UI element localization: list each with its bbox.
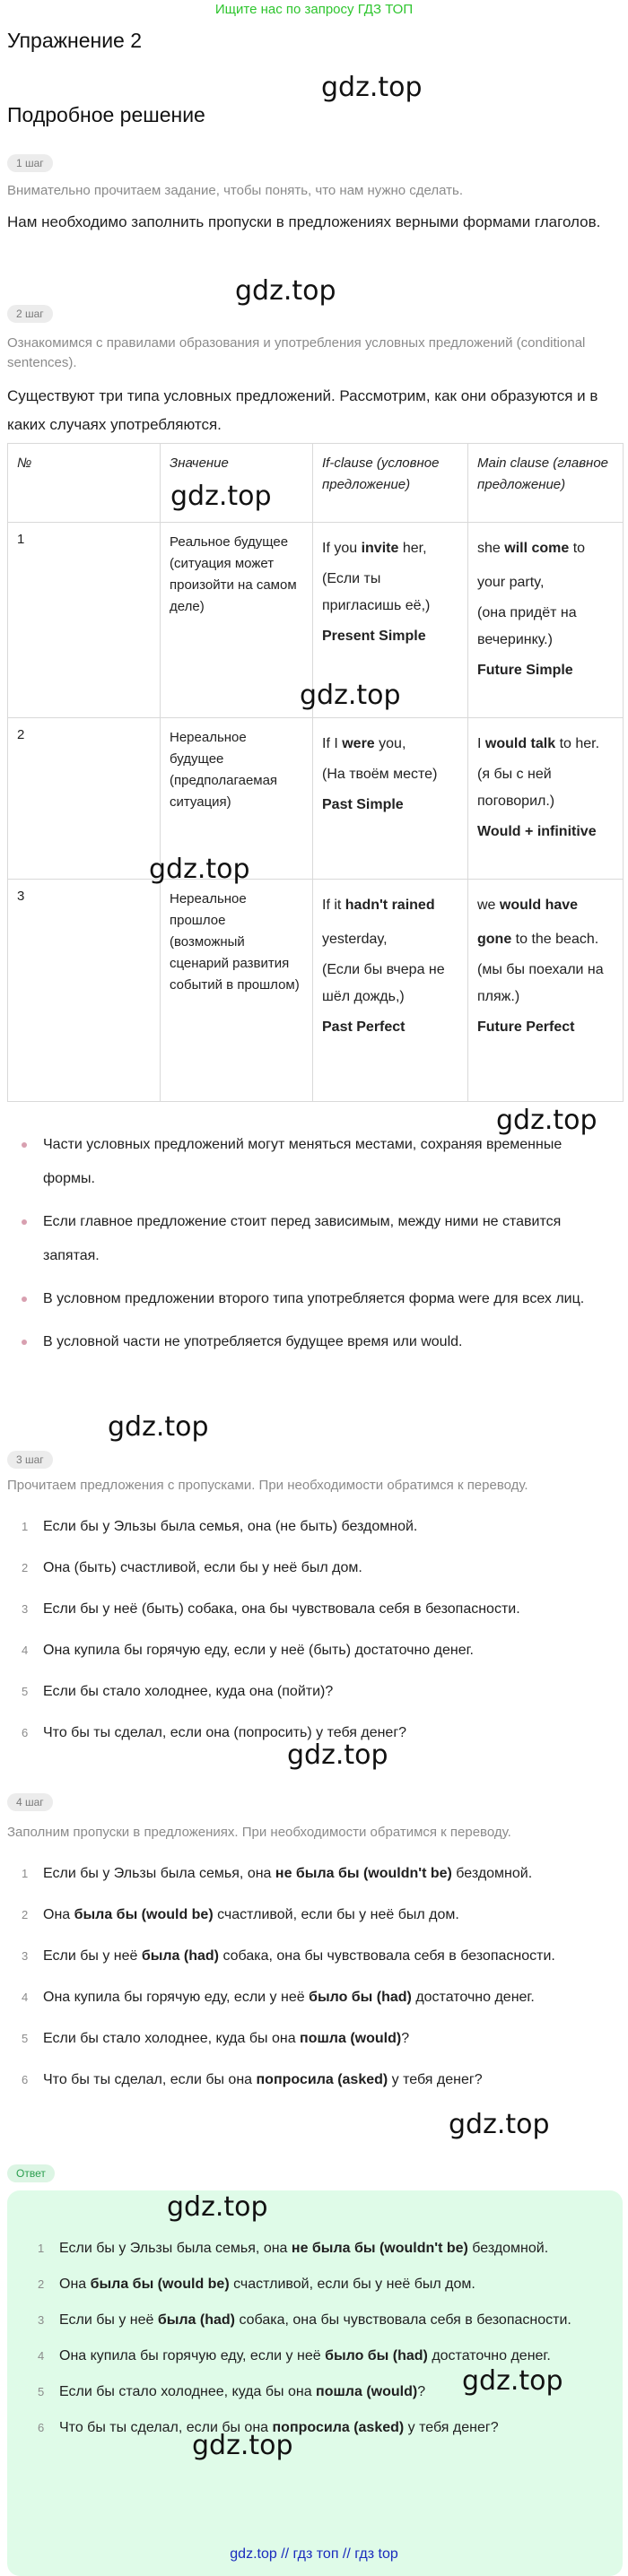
main-example: we would have gone to the beach. [477,898,599,947]
step-4-badge: 4 шаг [7,1793,53,1811]
step-1-text: Нам необходимо заполнить пропуски в предложениях верными формами глаголов. [7,213,601,230]
section-title: Подробное решение [7,103,205,126]
row-main-clause [468,718,624,880]
if-tense: Past Perfect [322,1019,406,1035]
row-if-clause [313,880,468,1102]
watermark: gdz.top [149,854,250,885]
row-meaning: Реальное будущее (ситуация может произойти на самом деле) [161,523,313,718]
if-translation: (На твоём месте) [322,767,438,782]
row-number: 3 [8,880,161,1102]
if-example: If it hadn't rained yesterday, [322,898,435,947]
answer-list [23,2231,615,2446]
watermark: gdz.top [321,72,423,103]
list-item: 1 Если бы у Эльзы была семья, она не была бы (wouldn't be) бездомной. [22,1866,533,1881]
list-item: 5 Если бы стало холоднее, куда бы она пошла (would)? [38,2384,426,2399]
table-header-row [8,444,624,523]
step-2-text: Существуют три типа условных предложений. Рассмотрим, как они образуются и в каких случаях употребляются. [7,387,598,433]
list-item: 3 Если бы у неё (быть) собака, она бы чувствовала себя в безопасности. [22,1601,520,1617]
footer-links[interactable]: gdz.top // гдз топ // гдз top [230,2546,398,2562]
watermark: gdz.top [449,2109,550,2140]
main-translation: (мы бы поехали на пляж.) [477,962,604,1004]
watermark: gdz.top [108,1411,209,1443]
header-if-clause: If-clause (условное предложение) [313,444,468,523]
list-item: 4 Она купила бы горячую еду, если у неё было бы (had) достаточно денег. [38,2348,551,2364]
answer-badge: Ответ [7,2164,55,2182]
step-2-description: Ознакомимся с правилами образования и употребления условных предложений (conditional sentences). [7,335,586,370]
list-item: Части условных предложений могут меняться местами, сохраняя временные формы. [7,1128,617,1196]
bullet-icon [22,1340,27,1345]
list-item: 2 Она была бы (would be) счастливой, если бы у неё был дом. [38,2277,475,2292]
list-item: 4 Она купила бы горячую еду, если у неё было бы (had) достаточно денег. [22,1990,535,2005]
if-example: If you invite her, [322,541,427,556]
list-item: 6 Что бы ты сделал, если она (попросить) у тебя денег? [22,1725,407,1740]
filled-sentences-list [7,1853,626,2101]
bullet-icon [22,1297,27,1302]
list-item: 3 Если бы у неё была (had) собака, она бы чувствовала себя в безопасности. [22,1948,555,1964]
conditionals-table [7,443,624,1102]
gap-sentences-list [7,1506,626,1754]
list-item: 4 Она купила бы горячую еду, если у неё (быть) достаточно денег. [22,1643,474,1658]
page-title: Упражнение 2 [7,29,143,52]
step-1-description: Внимательно прочитаем задание, чтобы понять, что нам нужно сделать. [7,183,464,198]
list-item: 1 Если бы у Эльзы была семья, она не была бы (wouldn't be) бездомной. [38,2241,549,2256]
step-4-description: Заполним пропуски в предложениях. При необходимости обратимся к переводу. [7,1825,511,1840]
bullet-icon [22,1142,27,1148]
row-if-clause [313,718,468,880]
if-tense: Present Simple [322,629,426,644]
watermark: gdz.top [167,2191,268,2223]
main-example: she will come to your party, [477,541,586,590]
header-meaning: Значение [161,444,313,523]
list-item: 2 Она была бы (would be) счастливой, если бы у неё был дом. [22,1907,459,1922]
table-row [8,880,624,1102]
row-number: 1 [8,523,161,718]
main-example: I would talk to her. [477,736,600,751]
list-item: В условном предложении второго типа употребляется форма were для всех лиц. [7,1282,617,1316]
table-row [8,718,624,880]
row-main-clause [468,880,624,1102]
if-translation: (Если ты пригласишь её,) [322,571,431,613]
main-translation: (я бы с ней поговорил.) [477,767,555,809]
watermark: gdz.top [300,680,401,711]
main-tense: Future Simple [477,663,573,678]
list-item: 5 Если бы стало холоднее, куда бы она пошла (would)? [22,2031,410,2046]
watermark: gdz.top [170,481,272,512]
step-3-description: Прочитаем предложения с пропусками. При необходимости обратимся к переводу. [7,1478,528,1493]
bullet-icon [22,1219,27,1225]
step-1-badge: 1 шаг [7,154,53,172]
row-main-clause [468,523,624,718]
list-item: 6 Что бы ты сделал, если бы она попросила (asked) у тебя денег? [38,2420,499,2435]
watermark: gdz.top [192,2430,293,2461]
main-translation: (она придёт на вечеринку.) [477,605,577,647]
header-number: № [8,444,161,523]
list-item: 1 Если бы у Эльзы была семья, она (не быть) бездомной. [22,1519,418,1534]
row-meaning: Нереальное будущее (предполагаемая ситуация) [161,718,313,880]
watermark: gdz.top [496,1105,597,1136]
top-banner[interactable]: Ищите нас по запросу ГДЗ ТОП [214,2,414,17]
watermark: gdz.top [287,1739,388,1771]
main-tense: Would + infinitive [477,824,597,839]
if-tense: Past Simple [322,797,404,812]
header-main-clause: Main clause (главное предложение) [468,444,624,523]
if-translation: (Если бы вчера не шёл дождь,) [322,962,445,1004]
list-item: 2 Она (быть) счастливой, если бы у неё был дом. [22,1560,362,1575]
list-item: 6 Что бы ты сделал, если бы она попросила (asked) у тебя денег? [22,2072,483,2087]
rules-notes-list [7,1128,617,1368]
list-item: Если главное предложение стоит перед зависимым, между ними не ставится запятая. [7,1205,617,1273]
watermark: gdz.top [235,275,336,307]
if-example: If I were you, [322,736,406,751]
row-meaning: Нереальное прошлое (возможный сценарий развития событий в прошлом) [161,880,313,1102]
watermark: gdz.top [462,2365,563,2397]
list-item: В условной части не употребляется будущее время или would. [7,1325,617,1359]
step-2-badge: 2 шаг [7,305,53,323]
list-item: 5 Если бы стало холоднее, куда она (пойти)? [22,1684,334,1699]
main-tense: Future Perfect [477,1019,575,1035]
row-number: 2 [8,718,161,880]
step-3-badge: 3 шаг [7,1451,53,1469]
list-item: 3 Если бы у неё была (had) собака, она бы чувствовала себя в безопасности. [38,2312,571,2328]
